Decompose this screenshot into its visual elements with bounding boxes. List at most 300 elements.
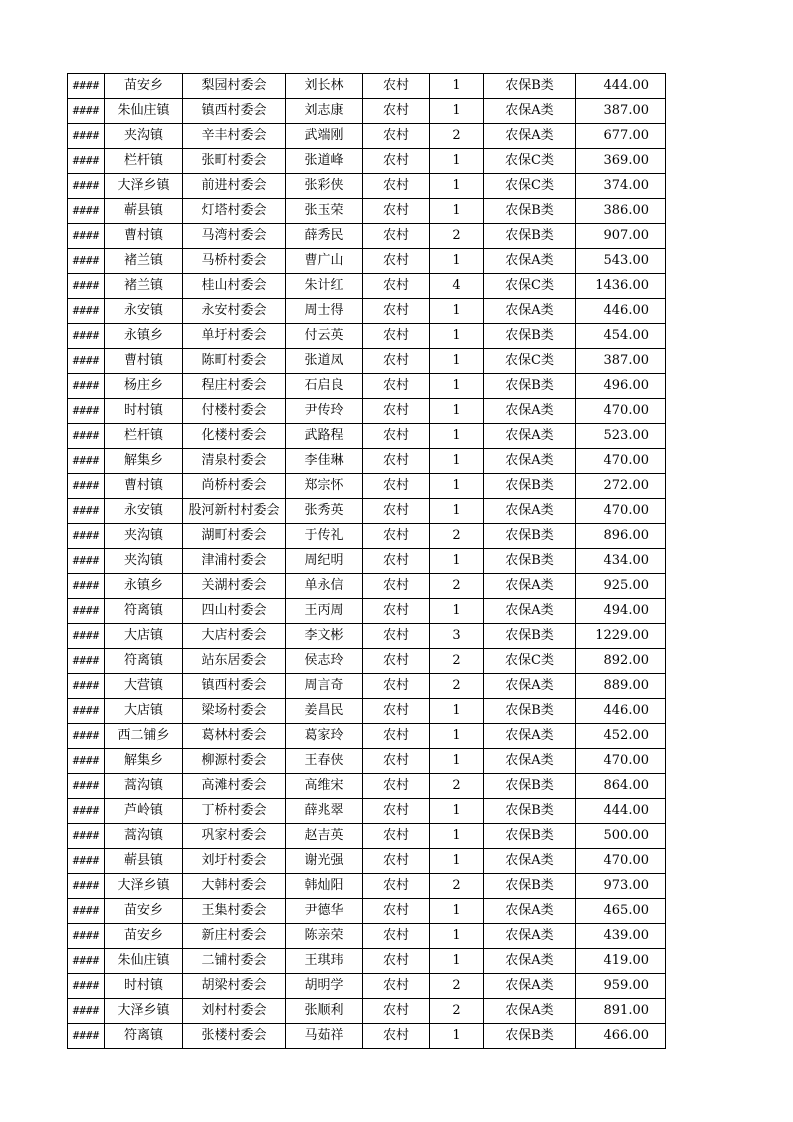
amount-cell: 973.00 [576,874,666,899]
amount-cell: 446.00 [576,299,666,324]
category-cell: 农保A类 [484,974,576,999]
town-cell: 符离镇 [105,1024,183,1049]
area-type-cell: 农村 [363,499,430,524]
name-cell: 朱计红 [286,274,363,299]
count-cell: 1 [430,749,484,774]
town-cell: 时村镇 [105,974,183,999]
count-cell: 2 [430,674,484,699]
amount-cell: 444.00 [576,74,666,99]
category-cell: 农保B类 [484,549,576,574]
town-cell: 曹村镇 [105,474,183,499]
table-row [68,899,666,924]
category-cell: 农保A类 [484,899,576,924]
count-cell: 1 [430,399,484,424]
id-cell: #### [68,799,105,824]
count-cell: 2 [430,974,484,999]
count-cell: 1 [430,424,484,449]
category-cell: 农保A类 [484,674,576,699]
amount-cell: 470.00 [576,849,666,874]
area-type-cell: 农村 [363,874,430,899]
table-row [68,1024,666,1049]
amount-cell: 454.00 [576,324,666,349]
id-cell: #### [68,924,105,949]
id-cell: #### [68,324,105,349]
count-cell: 2 [430,124,484,149]
id-cell: #### [68,524,105,549]
name-cell: 胡明学 [286,974,363,999]
area-type-cell: 农村 [363,349,430,374]
table-row [68,849,666,874]
town-cell: 苗安乡 [105,924,183,949]
committee-cell: 股河新村村委会 [183,499,286,524]
name-cell: 周士得 [286,299,363,324]
amount-cell: 452.00 [576,724,666,749]
count-cell: 1 [430,74,484,99]
count-cell: 2 [430,649,484,674]
id-cell: #### [68,224,105,249]
area-type-cell: 农村 [363,899,430,924]
id-cell: #### [68,724,105,749]
area-type-cell: 农村 [363,299,430,324]
count-cell: 1 [430,824,484,849]
count-cell: 1 [430,199,484,224]
amount-cell: 369.00 [576,149,666,174]
table-row [68,174,666,199]
town-cell: 大泽乡镇 [105,999,183,1024]
id-cell: #### [68,499,105,524]
committee-cell: 湖町村委会 [183,524,286,549]
name-cell: 张道峰 [286,149,363,174]
category-cell: 农保B类 [484,774,576,799]
count-cell: 1 [430,499,484,524]
name-cell: 曹广山 [286,249,363,274]
committee-cell: 葛林村委会 [183,724,286,749]
amount-cell: 272.00 [576,474,666,499]
table-row [68,424,666,449]
amount-cell: 896.00 [576,524,666,549]
table-row [68,749,666,774]
table-row [68,274,666,299]
table-row [68,99,666,124]
table-row [68,549,666,574]
amount-cell: 470.00 [576,449,666,474]
table-row [68,999,666,1024]
amount-cell: 446.00 [576,699,666,724]
name-cell: 陈亲荣 [286,924,363,949]
committee-cell: 胡梁村委会 [183,974,286,999]
category-cell: 农保B类 [484,74,576,99]
town-cell: 朱仙庄镇 [105,99,183,124]
committee-cell: 尚桥村委会 [183,474,286,499]
committee-cell: 站东居委会 [183,649,286,674]
town-cell: 永安镇 [105,299,183,324]
category-cell: 农保A类 [484,99,576,124]
category-cell: 农保A类 [484,724,576,749]
category-cell: 农保C类 [484,349,576,374]
category-cell: 农保A类 [484,949,576,974]
category-cell: 农保A类 [484,999,576,1024]
amount-cell: 439.00 [576,924,666,949]
count-cell: 1 [430,899,484,924]
count-cell: 1 [430,299,484,324]
committee-cell: 单圩村委会 [183,324,286,349]
committee-cell: 前进村委会 [183,174,286,199]
category-cell: 农保B类 [484,474,576,499]
count-cell: 2 [430,574,484,599]
name-cell: 周言奇 [286,674,363,699]
table-row [68,824,666,849]
count-cell: 1 [430,174,484,199]
category-cell: 农保B类 [484,874,576,899]
count-cell: 2 [430,874,484,899]
area-type-cell: 农村 [363,324,430,349]
committee-cell: 梁场村委会 [183,699,286,724]
committee-cell: 四山村委会 [183,599,286,624]
amount-cell: 387.00 [576,349,666,374]
id-cell: #### [68,449,105,474]
table-row [68,249,666,274]
name-cell: 张道凤 [286,349,363,374]
table-row [68,499,666,524]
name-cell: 郑宗怀 [286,474,363,499]
town-cell: 杨庄乡 [105,374,183,399]
town-cell: 蕲县镇 [105,199,183,224]
name-cell: 周纪明 [286,549,363,574]
table-row [68,599,666,624]
table-row [68,874,666,899]
town-cell: 符离镇 [105,649,183,674]
amount-cell: 925.00 [576,574,666,599]
table-row [68,399,666,424]
committee-cell: 清泉村委会 [183,449,286,474]
table-row [68,74,666,99]
area-type-cell: 农村 [363,999,430,1024]
table-row [68,349,666,374]
area-type-cell: 农村 [363,749,430,774]
id-cell: #### [68,824,105,849]
id-cell: #### [68,474,105,499]
committee-cell: 化楼村委会 [183,424,286,449]
area-type-cell: 农村 [363,799,430,824]
town-cell: 曹村镇 [105,224,183,249]
committee-cell: 王集村委会 [183,899,286,924]
id-cell: #### [68,874,105,899]
name-cell: 侯志玲 [286,649,363,674]
id-cell: #### [68,199,105,224]
category-cell: 农保C类 [484,649,576,674]
area-type-cell: 农村 [363,374,430,399]
committee-cell: 桂山村委会 [183,274,286,299]
town-cell: 栏杆镇 [105,149,183,174]
table-row [68,949,666,974]
name-cell: 葛家玲 [286,724,363,749]
count-cell: 1 [430,99,484,124]
count-cell: 3 [430,624,484,649]
area-type-cell: 农村 [363,574,430,599]
town-cell: 曹村镇 [105,349,183,374]
committee-cell: 张楼村委会 [183,1024,286,1049]
committee-cell: 马湾村委会 [183,224,286,249]
name-cell: 张秀英 [286,499,363,524]
committee-cell: 张町村委会 [183,149,286,174]
count-cell: 1 [430,799,484,824]
category-cell: 农保A类 [484,924,576,949]
town-cell: 蒿沟镇 [105,774,183,799]
category-cell: 农保B类 [484,224,576,249]
name-cell: 薛秀民 [286,224,363,249]
town-cell: 蕲县镇 [105,849,183,874]
id-cell: #### [68,649,105,674]
amount-cell: 892.00 [576,649,666,674]
category-cell: 农保A类 [484,449,576,474]
name-cell: 韩灿阳 [286,874,363,899]
area-type-cell: 农村 [363,699,430,724]
name-cell: 李文彬 [286,624,363,649]
id-cell: #### [68,1024,105,1049]
area-type-cell: 农村 [363,399,430,424]
id-cell: #### [68,949,105,974]
id-cell: #### [68,124,105,149]
committee-cell: 大店村委会 [183,624,286,649]
committee-cell: 大韩村委会 [183,874,286,899]
committee-cell: 辛丰村委会 [183,124,286,149]
name-cell: 马茹祥 [286,1024,363,1049]
area-type-cell: 农村 [363,424,430,449]
area-type-cell: 农村 [363,599,430,624]
area-type-cell: 农村 [363,149,430,174]
town-cell: 大营镇 [105,674,183,699]
count-cell: 1 [430,849,484,874]
area-type-cell: 农村 [363,474,430,499]
id-cell: #### [68,624,105,649]
category-cell: 农保B类 [484,799,576,824]
count-cell: 1 [430,149,484,174]
category-cell: 农保A类 [484,749,576,774]
committee-cell: 程庄村委会 [183,374,286,399]
count-cell: 1 [430,724,484,749]
count-cell: 4 [430,274,484,299]
table-row [68,324,666,349]
town-cell: 永安镇 [105,499,183,524]
id-cell: #### [68,674,105,699]
id-cell: #### [68,774,105,799]
table-row [68,774,666,799]
count-cell: 1 [430,374,484,399]
category-cell: 农保C类 [484,274,576,299]
table-row [68,699,666,724]
table-body [68,74,666,1049]
category-cell: 农保A类 [484,399,576,424]
category-cell: 农保B类 [484,624,576,649]
id-cell: #### [68,374,105,399]
name-cell: 尹传玲 [286,399,363,424]
town-cell: 大店镇 [105,699,183,724]
amount-cell: 465.00 [576,899,666,924]
table-row [68,474,666,499]
committee-cell: 刘村村委会 [183,999,286,1024]
name-cell: 于传礼 [286,524,363,549]
amount-cell: 1229.00 [576,624,666,649]
data-table [67,73,666,1049]
area-type-cell: 农村 [363,124,430,149]
committee-cell: 灯塔村委会 [183,199,286,224]
town-cell: 永镇乡 [105,574,183,599]
amount-cell: 419.00 [576,949,666,974]
id-cell: #### [68,274,105,299]
category-cell: 农保A类 [484,249,576,274]
amount-cell: 864.00 [576,774,666,799]
id-cell: #### [68,299,105,324]
town-cell: 大泽乡镇 [105,174,183,199]
name-cell: 尹德华 [286,899,363,924]
town-cell: 永镇乡 [105,324,183,349]
area-type-cell: 农村 [363,949,430,974]
category-cell: 农保B类 [484,524,576,549]
table-row [68,724,666,749]
committee-cell: 付楼村委会 [183,399,286,424]
committee-cell: 梨园村委会 [183,74,286,99]
category-cell: 农保B类 [484,374,576,399]
area-type-cell: 农村 [363,249,430,274]
table-row [68,299,666,324]
area-type-cell: 农村 [363,924,430,949]
category-cell: 农保A类 [484,424,576,449]
table-row [68,674,666,699]
committee-cell: 永安村委会 [183,299,286,324]
name-cell: 赵吉英 [286,824,363,849]
count-cell: 1 [430,249,484,274]
amount-cell: 434.00 [576,549,666,574]
amount-cell: 386.00 [576,199,666,224]
amount-cell: 523.00 [576,424,666,449]
category-cell: 农保A类 [484,499,576,524]
amount-cell: 470.00 [576,749,666,774]
area-type-cell: 农村 [363,199,430,224]
town-cell: 时村镇 [105,399,183,424]
name-cell: 姜昌民 [286,699,363,724]
amount-cell: 677.00 [576,124,666,149]
amount-cell: 959.00 [576,974,666,999]
table-row [68,649,666,674]
name-cell: 武路程 [286,424,363,449]
count-cell: 2 [430,999,484,1024]
count-cell: 1 [430,1024,484,1049]
committee-cell: 新庄村委会 [183,924,286,949]
amount-cell: 907.00 [576,224,666,249]
area-type-cell: 农村 [363,649,430,674]
count-cell: 2 [430,774,484,799]
table-row [68,374,666,399]
name-cell: 谢光强 [286,849,363,874]
amount-cell: 444.00 [576,799,666,824]
area-type-cell: 农村 [363,724,430,749]
name-cell: 张顺利 [286,999,363,1024]
id-cell: #### [68,174,105,199]
table-row [68,624,666,649]
id-cell: #### [68,849,105,874]
id-cell: #### [68,999,105,1024]
name-cell: 李佳琳 [286,449,363,474]
committee-cell: 镇西村委会 [183,674,286,699]
amount-cell: 500.00 [576,824,666,849]
area-type-cell: 农村 [363,449,430,474]
committee-cell: 陈町村委会 [183,349,286,374]
town-cell: 苗安乡 [105,899,183,924]
committee-cell: 关湖村委会 [183,574,286,599]
category-cell: 农保A类 [484,599,576,624]
area-type-cell: 农村 [363,774,430,799]
count-cell: 1 [430,324,484,349]
town-cell: 褚兰镇 [105,274,183,299]
town-cell: 大店镇 [105,624,183,649]
area-type-cell: 农村 [363,1024,430,1049]
committee-cell: 高滩村委会 [183,774,286,799]
category-cell: 农保B类 [484,324,576,349]
committee-cell: 柳源村委会 [183,749,286,774]
table-row [68,799,666,824]
category-cell: 农保A类 [484,124,576,149]
amount-cell: 374.00 [576,174,666,199]
category-cell: 农保A类 [484,299,576,324]
name-cell: 薛兆翠 [286,799,363,824]
name-cell: 武端刚 [286,124,363,149]
town-cell: 苗安乡 [105,74,183,99]
name-cell: 张彩侠 [286,174,363,199]
table-row [68,199,666,224]
count-cell: 1 [430,549,484,574]
table-row [68,124,666,149]
table-row [68,524,666,549]
id-cell: #### [68,549,105,574]
count-cell: 2 [430,524,484,549]
town-cell: 大泽乡镇 [105,874,183,899]
id-cell: #### [68,699,105,724]
area-type-cell: 农村 [363,174,430,199]
committee-cell: 镇西村委会 [183,99,286,124]
town-cell: 西二铺乡 [105,724,183,749]
area-type-cell: 农村 [363,99,430,124]
area-type-cell: 农村 [363,824,430,849]
id-cell: #### [68,424,105,449]
area-type-cell: 农村 [363,674,430,699]
id-cell: #### [68,399,105,424]
committee-cell: 刘圩村委会 [183,849,286,874]
count-cell: 1 [430,924,484,949]
town-cell: 符离镇 [105,599,183,624]
category-cell: 农保B类 [484,824,576,849]
amount-cell: 889.00 [576,674,666,699]
name-cell: 刘志康 [286,99,363,124]
area-type-cell: 农村 [363,74,430,99]
amount-cell: 1436.00 [576,274,666,299]
area-type-cell: 农村 [363,849,430,874]
table-row [68,224,666,249]
id-cell: #### [68,974,105,999]
town-cell: 栏杆镇 [105,424,183,449]
category-cell: 农保C类 [484,149,576,174]
amount-cell: 466.00 [576,1024,666,1049]
amount-cell: 470.00 [576,499,666,524]
count-cell: 1 [430,474,484,499]
town-cell: 褚兰镇 [105,249,183,274]
town-cell: 蒿沟镇 [105,824,183,849]
amount-cell: 891.00 [576,999,666,1024]
name-cell: 石启良 [286,374,363,399]
committee-cell: 津浦村委会 [183,549,286,574]
area-type-cell: 农村 [363,624,430,649]
id-cell: #### [68,149,105,174]
category-cell: 农保C类 [484,174,576,199]
